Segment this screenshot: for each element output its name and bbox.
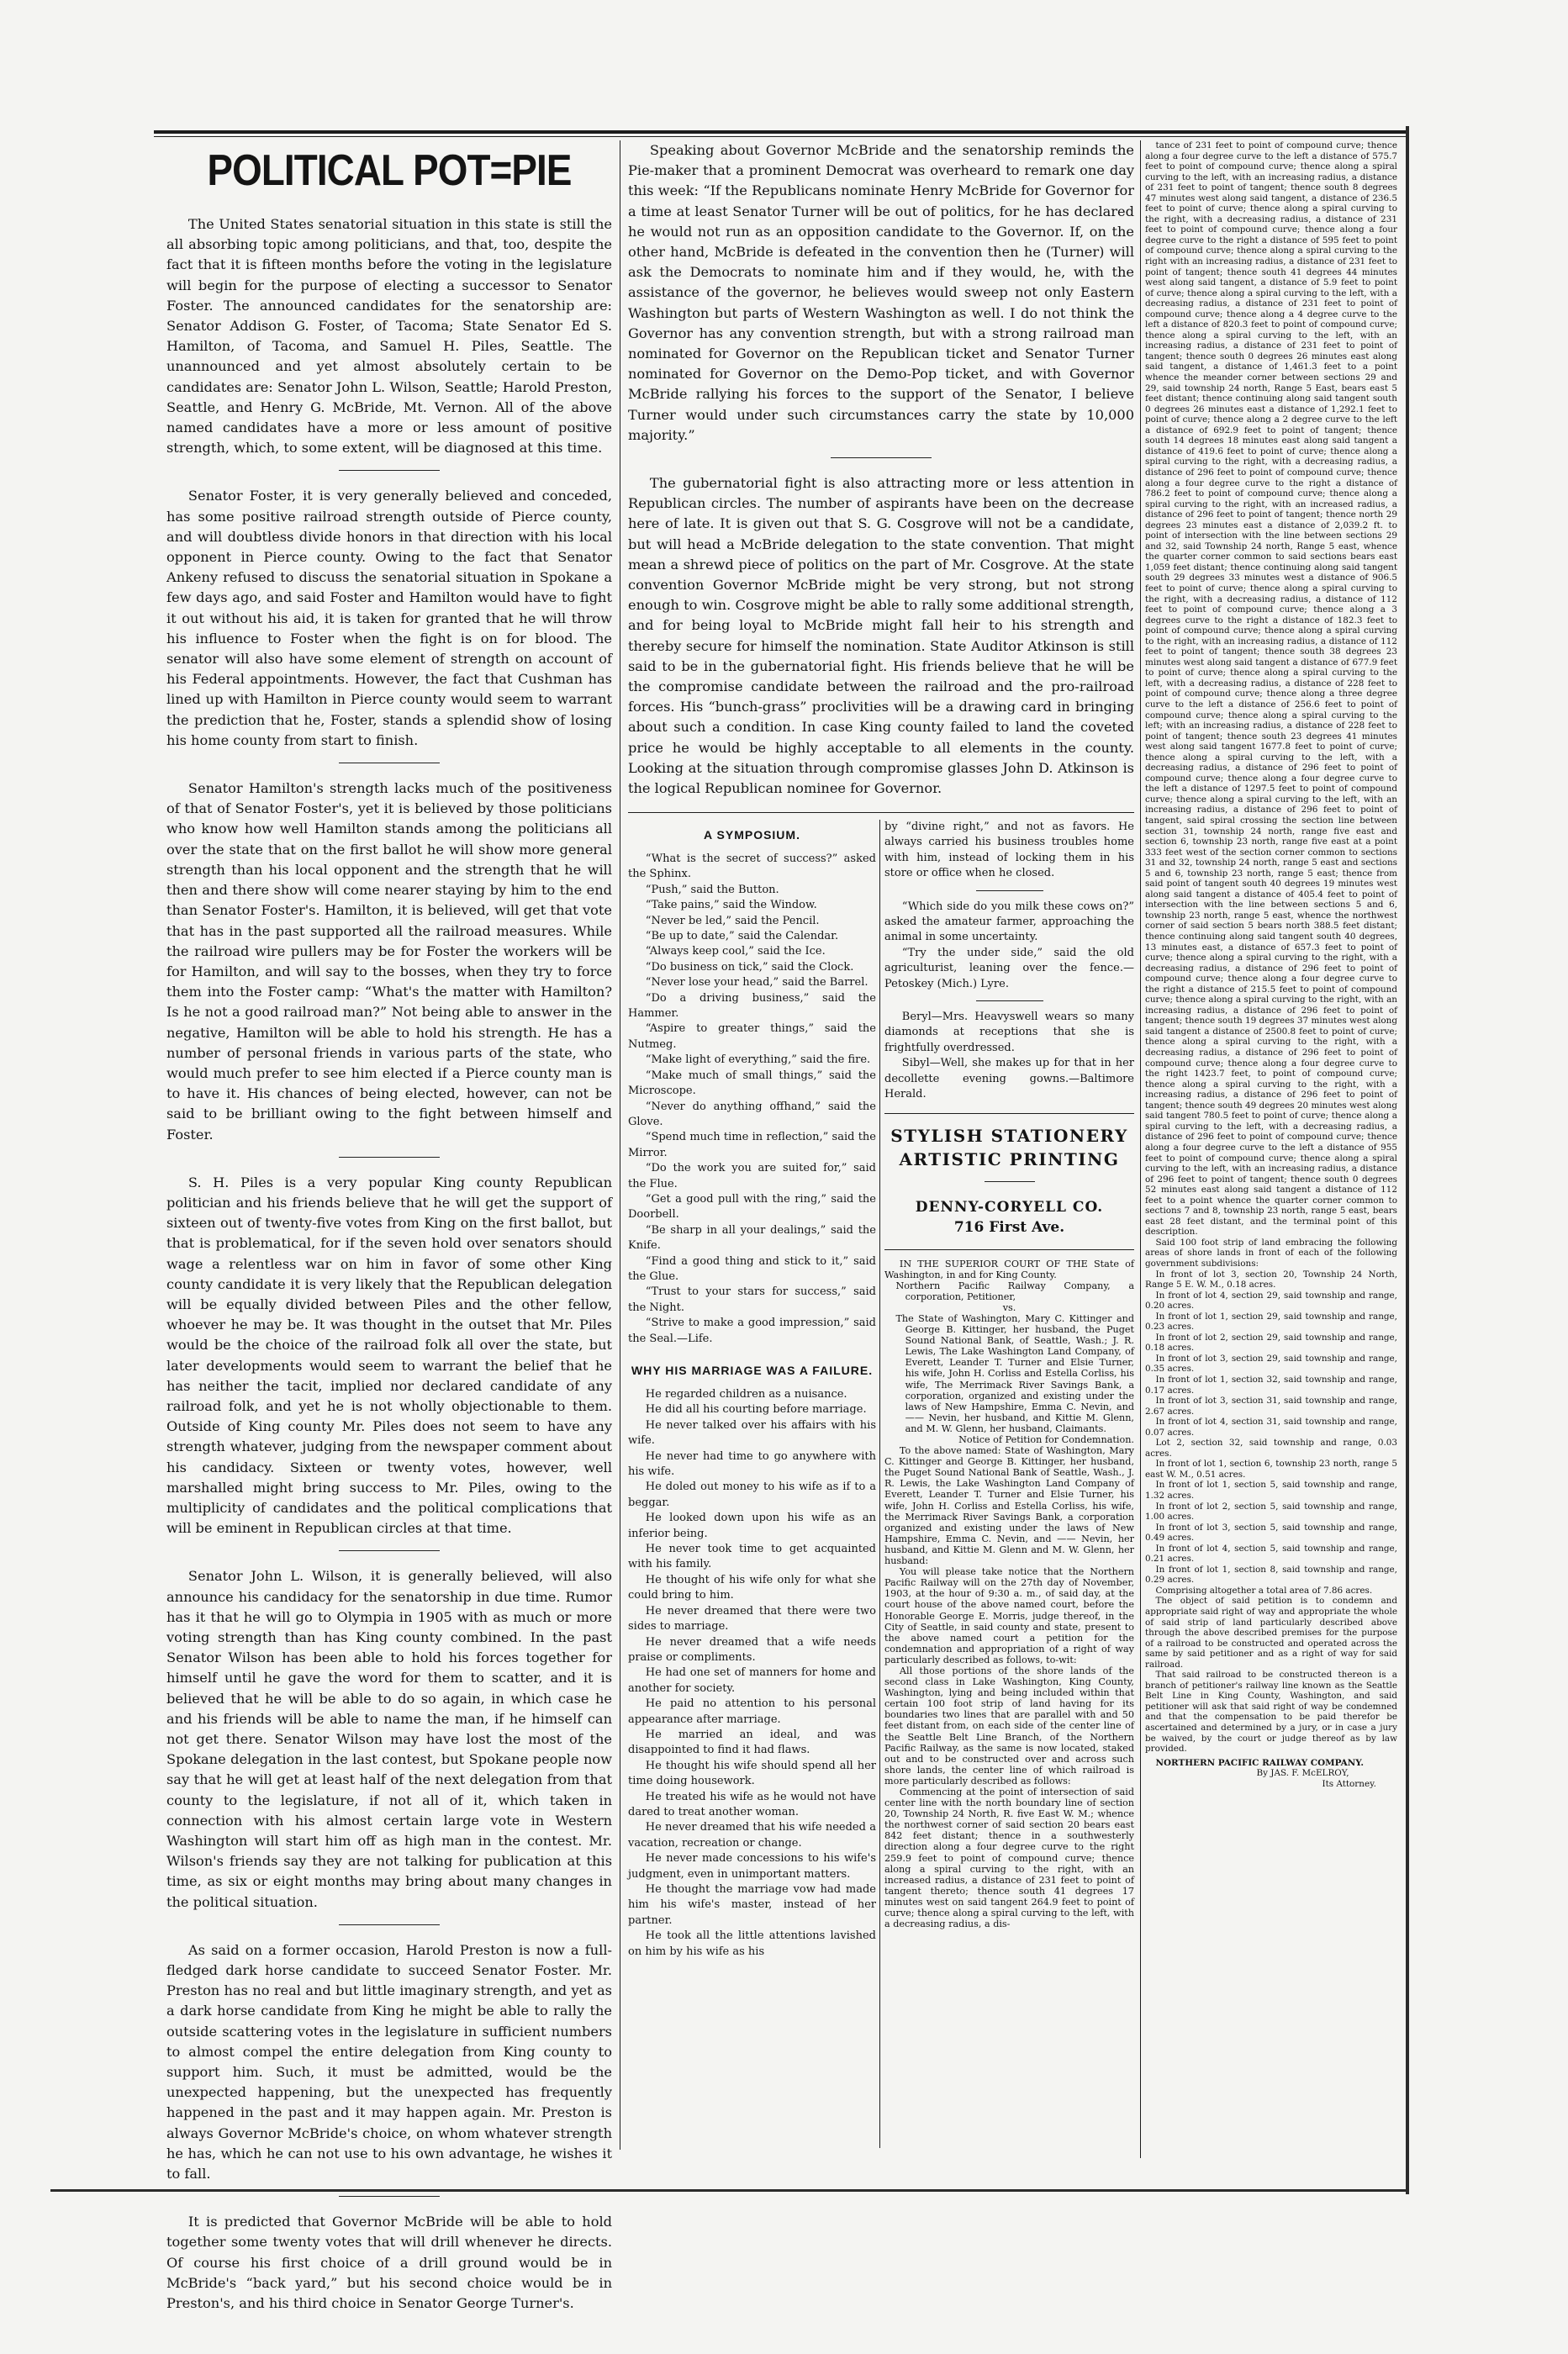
signature-company: NORTHERN PACIFIC RAILWAY COMPANY. [1155, 1757, 1364, 1768]
column-rule [879, 820, 880, 2148]
court-party: The State of Washington, Mary C. Kittinger and George B. Kittinger, her husband, the Puget Sound National Bank, of Seattle, Wash.; J. R. Lewis, The Lake Washington Land Company, of Everett, Leander T. Turner and Elsie Turner, his wife, John H. Corliss and Estella Corliss, his wife, The Merrimack River Savings Bank, a corporation, organized and existing under the laws of New Hampshire, Emma C. Nevin, and —— Nevin, her husband, and Kittie M. Glenn, and M. W. Glenn, her husband, Claimants. [895, 1312, 1134, 1434]
signature-role: Its Attorney. [1322, 1778, 1376, 1789]
paragraph: Senator Foster, it is very generally believed and conceded, has some positive railroad strength outside of Pierce county, and will doubtless divide honors in that direction with his local opponent in Pierce county. Owing to the fact that Senator Ankeny refused to discuss the senatorial situation in Spokane a few days ago, and said Foster and Hamilton would have to fight it out without his aid, it is taken for granted that he will throw his influence to Foster when the fight is on for blood. The senator will also have some element of strength on account of his Federal appointments. However, the fact that Cushman has lined up with Hamilton in Pierce county would seem to warrant the prediction that he, Foster, stands a splendid show of losing his home county from start to finish. [166, 488, 612, 748]
separator [339, 1157, 440, 1158]
marriage-line: He married an ideal, and was disappointed to find it had flaws. [628, 1728, 876, 1757]
paragraph: S. H. Piles is a very popular King county Republican politician and his friends believe that he will get the support of sixteen out of twenty-five votes from King on the first ballot, but that is problematical, for if the seven hold over senators should wage a relentless war on him in favor of some other King county candidate it is very likely that the Republican delegation will be equally divided between Piles and the other fellow, whoever he may be. It was thought in the outset that Mr. Piles would be the choice of the railroad folk all over the state, but later developments would seem to warrant the belief that he has neither the tacit, implied nor declared candidate of any railroad folk, and yet he is not wholly objectionable to them. Outside of King county Mr. Piles does not seem to have any strength whatever, judging from the newspaper comment about his candidacy. Sixteen or twenty votes, however, well marshalled might bring success to Mr. Piles, owing to the multiplicity of candidates and the political complications that will be eminent in Republican circles at that time. [166, 1174, 612, 1537]
legal-paragraph: In front of lot 3, section 31, said township and range, 2.67 acres. [1145, 1396, 1397, 1417]
marriage-heading: WHY HIS MARRIAGE WAS A FAILURE. [631, 1364, 874, 1377]
symposium-line: “Never be led,” said the Pencil. [645, 914, 820, 927]
ad-line-printing: ARTISTIC PRINTING [899, 1148, 1120, 1169]
symposium-line: “Make much of small things,” said the Microscope. [628, 1069, 876, 1098]
legal-paragraph: That said railroad to be constructed thereon is a branch of petitioner's railway line known as the Seattle Belt Line in King County, Washington, and said petitioner will ask that said right of way be condemned and that the compensation to be paid therefor be ascertained and determined by a jury, or in case a jury be waived, by the court or judge thereof as by law provided. [1145, 1670, 1397, 1755]
symposium-line: “Take pains,” said the Window. [645, 899, 817, 912]
paragraph: The United States senatorial situation in this state is still the all absorbing topic among politicians, and that, too, despite the fact that it is fifteen months before the voting in the legislature will begin for the purpose of electing a successor to Senator Foster. The announced candidates for the senatorship are: Senator Addison G. Foster, of Tacoma; State Senator Ed S. Hamilton, of Tacoma, and Samuel H. Piles, Seattle. The unannounced and yet almost absolutely certain to be candidates are: Senator John L. Wilson, Seattle; Harold Preston, Seattle, and Henry G. McBride, Mt. Vernon. All of the above named candidates have a more or less amount of positive strength, which, to some extent, will be diagnosed at this time. [166, 216, 612, 457]
separator [339, 1924, 440, 1925]
separator [976, 890, 1043, 891]
cow-joke-line: “Try the under side,” said the old agriculturist, leaning over the fence.—Petoskey (Mich.) Lyre. [884, 946, 1134, 990]
symposium-line: “What is the secret of success?” asked the Sphinx. [628, 852, 876, 881]
marriage-line: He never dreamed that there were two sides to marriage. [628, 1604, 876, 1634]
page-edge-right [1406, 126, 1409, 2194]
paragraph: As said on a former occasion, Harold Preston is now a full-fledged dark horse candidate to succeed Senator Foster. Mr. Preston has no real and but little imaginary strength, and yet as a dark horse candidate from King he might be able to rally the outside scattering votes in the legislature in sufficient numbers to almost compel the entire delegation from King county to support him. Such, it must be admitted, would be the unexpected happening, but the unexpected has frequently happened in the past and it may happen again. Mr. Preston is always Governor McBride's choice, on whom whatever strength he has, which he can not use to his own advantage, he wishes it to fall. [166, 1941, 612, 2182]
legal-paragraph: Comprising altogether a total area of 7.86 acres. [1155, 1585, 1373, 1596]
top-rule-thin [154, 136, 1407, 137]
column-miscellany [884, 820, 1134, 2148]
legal-paragraph: The object of said petition is to condemn and appropriate said right of way and appropriate the whole of said strip of land particularly described above through the above described premises for the purpose of a railroad to be constructed and operated across the same by said petitioner and as a right of way for said railroad. [1145, 1596, 1397, 1670]
marriage-line: He never dreamed that his wife needed a vacation, recreation or change. [628, 1821, 876, 1850]
legal-paragraph: Said 100 foot strip of land embracing the following areas of shore lands in front of each of the following government subdivisions: [1145, 1237, 1397, 1269]
column-governor-article [628, 140, 1134, 821]
stationery-ad [884, 1124, 1134, 1238]
legal-paragraph: In front of lot 1, section 32, said township and range, 0.17 acres. [1145, 1374, 1397, 1396]
column-political-pot-pie [166, 140, 612, 2312]
ad-company: DENNY-CORYELL CO. [915, 1198, 1104, 1216]
legal-paragraph: tance of 231 feet to point of compound curve; thence along a four degree curve to the left a distance of 575.7 feet to point of compound curve; thence along a spiral curving to the left, with an increasing radius, a distance of 231 feet to point of tangent; thence south 8 degrees 47 minutes west along said tangent, a distance of 236.5 feet to point of curve; thence along a spiral curving to the right, with a decreasing radius, a distance of 231 feet to point of compound curve; thence along a four degree curve to the right a distance of 595 feet to point of compound curve; thence along a spiral curving to the right with an increasing radius, a distance of 231 feet to point of tangent; thence south 41 degrees 44 minutes west along said tangent, a distance of 5.9 feet to point of curve; thence along a spiral curving to the left, with a decreasing radius, a distance of 231 feet to point of compound curve; thence along a 4 degree curve to the left a distance of 820.3 feet to point of compound curve; thence along a spiral curving to the left, with an increasing radius, a distance of 231 feet to point of tangent; thence south 0 degrees 26 minutes east along said tangent, a distance of 1,461.3 feet to a point whence the meander corner between sections 29 and 29, said township 24 north, Range 5 East, bears east 5 feet distant; thence continuing along said tangent south 0 degrees 26 minutes east a distance of 1,292.1 feet to point of curve; thence along a 2 degree curve to the left a distance of 692.9 feet to point of tangent; thence south 14 degrees 18 minutes east along said tangent a distance of 419.6 feet to point of curve; thence along a spiral curving to the right, with a decreasing radius, a distance of 296 feet to point of compound curve; thence along a four degree curve to the right a distance of 786.2 feet to point of compound curve; thence along a spiral curving to the right, with an increased radius, a distance of 296 feet to point of tangent; thence north 29 degrees 23 minutes east a distance of 2,039.2 ft. to point of intersection with the line between sections 29 and 32, said Township 24 north, Range 5 east, whence the quarter corner common to said sections bears east 1,059 feet distant; thence continuing along said tangent south 29 degrees 33 minutes west a distance of 906.5 feet to point of curve; thence along a spiral curving to the right, with a decreasing radius, a distance of 112 feet to point of compound curve; thence along a 3 degrees curve to the right a distance of 182.3 feet to point of compound curve; thence along a spiral curving to the right, with an increasing radius, a distance of 112 feet to point of tangent; thence south 38 degrees 23 minutes west along said tangent a distance of 677.9 feet to point of curve; thence along a spiral curving to the left, with a decreasing radius, a distance of 228 feet to point of compound curve; thence along a three degree curve to the left a distance of 256.6 feet to point of compound curve; thence along a spiral curving to the left; with an increasing radius, a distance of 228 feet to point of tangent; thence south 23 degrees 41 minutes west along said tangent 1677.8 feet to point of curve; thence along a spiral curving to the left, with a decreasing radius, a distance of 296 feet to point of compound curve; thence along a four degree curve to the left a distance of 1297.5 feet to point of compound curve; thence along a spiral curving to the left, with an increasing radius, a distance of 296 feet to point of tangent, said spiral crossing the section line between section 31, township 24 north, range five east and section 6, township 23 north, range five east at a point 333 feet west of the section corner common to sections 31 and 32, township 24 north, range 5 east and sections 5 and 6, township 23 north, range 5 east; thence from said point of tangent south 40 degrees 19 minutes west along said tangent a distance of 405.4 feet to point of intersection with the line between sections 5 and 6, township 23 north, range 5 east, whence the northwest corner of said section 5 bears north 388.5 feet distant; thence continuing along said tangent south 40 degrees, 13 minutes east, a distance of 657.3 feet to point of curve; thence along a spiral curving to the right, with a decreasing radius, a distance of 296 feet to point of compound curve; thence along a four degree curve to the right a distance of 215.5 feet to point of compound curve; thence along a spiral curving to the right, with an increasing radius, a distance of 296 feet to point of tangent; thence south 19 degrees 37 minutes west along said tangent a distance of 2500.8 feet to point of curve; thence along a spiral curving to the right, with a decreasing radius, a distance of 296 feet to point of compound curve; thence along a four degree curve to the right 1423.7 feet, to point of compound curve; thence along a spiral curving to the right, with a increasing radius, a distance of 296 feet to point of tangent; thence south 49 degrees 20 minutes west along said tangent 780.5 feet to point of curve; thence along a spiral curving to the left, with a decreasing radius, a distance of 296 feet to point of compound curve; thence along a four degree curve to the left a distance of 955 feet to point of compound curve; thence along a spiral curving to the left, with an increasing radius, a distance of 296 feet to point of tangent; thence south 0 degrees 52 minutes east along said tangent a distance of 112 feet to a point whence the quarter corner common to sections 7 and 8, township 23 north, range 5 east, bears east 28 feet distant, and the terminal point of this description. [1145, 140, 1397, 1238]
ad-rule [884, 1249, 1134, 1250]
symposium-line: “Spend much time in reflection,” said the Mirror. [628, 1131, 876, 1159]
legal-paragraph: In front of lot 3, section 20, Township 24 North, Range 5 E. W. M., 0.18 acres. [1145, 1269, 1397, 1290]
symposium-line: “Aspire to greater things,” said the Nutmeg. [628, 1022, 876, 1051]
marriage-line: He never talked over his affairs with his wife. [628, 1418, 876, 1448]
separator [339, 2196, 440, 2197]
court-party: Northern Pacific Railway Company, a corporation, Petitioner, [895, 1280, 1134, 1302]
beryl-joke-line: Sibyl—Well, she makes up for that in her decollette evening gowns.—Baltimore Herald. [884, 1057, 1134, 1101]
legal-paragraph: In front of lot 1, section 8, said township and range, 0.29 acres. [1145, 1564, 1397, 1586]
marriage-line: He took all the little attentions lavished on him by his wife as his [628, 1929, 876, 1958]
marriage-line: He paid no attention to his personal appearance after marriage. [628, 1697, 876, 1726]
symposium-line: “Push,” said the Button. [645, 883, 779, 896]
paragraph: Senator Hamilton's strength lacks much of the positiveness of that of Senator Foster's, yet it is believed by those politicians who know how well Hamilton stands among the politicians all over the state that on the first ballot he will show more general strength than his local opponent and the strength that he will then and there show will come nearer staying by him to the end than Senator Foster's. Hamilton, it is believed, will get that vote that has in the past supported all the railroad measures. While the railroad wire pullers may be for Foster the workers will be for Hamilton, and will say to the bosses, when they try to force them into the Foster camp: “What's the matter with Hamilton? Is he not a good railroad man?” Not being able to answer in the negative, Hamilton will be able to hold his strength. He has a number of personal friends in various parts of the state, who would much prefer to see him elected if a Pierce county man is to have it. His chances of being elected, however, can not be said to be brilliant owing to the fight between himself and Foster. [166, 780, 612, 1143]
legal-paragraph: In front of lot 3, section 5, said township and range, 0.49 acres. [1145, 1522, 1397, 1544]
court-body: All those portions of the shore lands of the second class in Lake Washington, King County, Washington, lying and being included within that certain 100 foot strip of land having for its boundaries two lines that are parallel with and 50 feet distant from, on each side of the center line of the Seattle Belt Line Branch, of the Northern Pacific Railway, as the same is now located, staked out and to be constructed over and across such shore lands, the center line of which railroad is more particularly described as follows: [884, 1665, 1134, 1787]
court-notice-heading: IN THE SUPERIOR COURT OF THE State of Washington, in and for King County. [884, 1258, 1134, 1280]
column-rule [1140, 140, 1141, 2158]
marriage-continuation: by “divine right,” and not as favors. He always carried his business troubles home with him, instead of locking them in his store or office when he closed. [884, 821, 1134, 880]
signature-by: By JAS. F. McELROY, [1256, 1768, 1349, 1779]
symposium-line: “Do business on tick,” said the Clock. [645, 960, 854, 974]
marriage-line: He thought the marriage vow had made him his wife's master, instead of her partner. [628, 1883, 876, 1927]
paragraph: Speaking about Governor McBride and the senatorship reminds the Pie-maker that a prominent Democrat was overheard to remark one day this week: “If the Republicans nominate Henry McBride for Governor for a time at least Senator Turner will be out of politics, for he has declared he would not run as an opposition candidate to the Governor. If, on the other hand, McBride is defeated in the convention then he (Turner) will ask the Democrats to nominate him and if they would, he, with the assistance of the governor, he believes would sweep not only Eastern Washington but parts of Western Washington as well. I do not think the Governor has any convention strength, but with a strong railroad man nominated for Governor on the Republican ticket and Senator Turner nominated for Governor on the Demo-Pop ticket, and with Governor McBride rallying his forces to the support of the Senator, I believe Turner would under such circumstances carry the state by 10,000 majority.” [628, 142, 1134, 443]
marriage-line: He never dreamed that a wife needs praise or compliments. [628, 1635, 876, 1664]
column-symposium [628, 820, 876, 2148]
cow-joke-line: “Which side do you milk these cows on?” asked the amateur farmer, approaching the animal in some uncertainty. [884, 900, 1134, 944]
legal-paragraph: Lot 2, section 32, said township and range, 0.03 acres. [1145, 1438, 1397, 1459]
separator [831, 457, 932, 458]
separator [339, 470, 440, 471]
symposium-line: “Never do anything offhand,” said the Glove. [628, 1100, 876, 1128]
symposium-line: “Do a driving business,” said the Hammer. [628, 991, 876, 1021]
legal-paragraph: In front of lot 4, section 29, said township and range, 0.20 acres. [1145, 1290, 1397, 1312]
ad-rule [884, 1113, 1134, 1114]
separator [339, 1550, 440, 1551]
marriage-line: He never had time to go anywhere with his wife. [628, 1449, 876, 1479]
page-edge-bottom [50, 2189, 1409, 2192]
symposium-line: “Strive to make a good impression,” said the Seal.—Life. [628, 1317, 876, 1345]
court-body: You will please take notice that the Northern Pacific Railway will on the 27th day of November, 1903, at the hour of 9:30 a. m., of said day, at the court house of the above named court, before the Honorable George E. Morris, judge thereof, in the City of Seattle, in said county and state, present to the above named court a petition for the condemnation and appropriation of a right of way particularly described as follows, to-wit: [884, 1566, 1134, 1665]
marriage-line: He treated his wife as he would not have dared to treat another woman. [628, 1790, 876, 1818]
marriage-line: He thought his wife should spend all her time doing housework. [628, 1759, 876, 1788]
symposium-line: “Always keep cool,” said the Ice. [645, 945, 826, 958]
court-body: To the above named: State of Washington, Mary C. Kittinger and George B. Kittinger, her husband, the Puget Sound National Bank of Seattle, Wash., J. R. Lewis, the Lake Washington Land Company of Everett, Leander T. Turner and Elsie Turner, his wife, John H. Corliss and Estella Corliss, his wife, the Merrimack River Savings Bank, a corporation organized and existing under the laws of New Hampshire, Emma C. Nevin, and —— Nevin, her husband, and Kittie M. Glenn and M. W. Glenn, her husband: [884, 1445, 1134, 1567]
marriage-line: He doled out money to his wife as if to a beggar. [628, 1480, 876, 1509]
court-party: vs. [1002, 1301, 1016, 1313]
symposium-line: “Be up to date,” said the Calendar. [645, 930, 839, 943]
symposium-line: “Be sharp in all your dealings,” said the Knife. [628, 1223, 876, 1253]
legal-paragraph: In front of lot 1, section 29, said township and range, 0.23 acres. [1145, 1311, 1397, 1333]
symposium-line: “Trust to your stars for success,” said the Night. [628, 1285, 876, 1314]
ad-address: 716 First Ave. [953, 1218, 1065, 1236]
paragraph: The gubernatorial fight is also attracting more or less attention in Republican circles. The number of aspirants have been on the decrease here of late. It is given out that S. G. Cosgrove will not be a candidate, but will head a McBride delegation to the state convention. That might mean a shrewd piece of politics on the part of Mr. Cosgrove. At the state convention Governor McBride might be very strong, but not strong enough to win. Cosgrove might be able to rally some additional strength, and for being loyal to McBride might fall heir to his strength and thereby secure for himself the nomination. State Auditor Atkinson is still said to be in the gubernatorial fight. His friends believe that he will be the compromise candidate between the railroad and the pro-railroad forces. His “bunch-grass” proclivities will be a drawing card in bringing about such a condition. In case King county failed to land the coveted price he would be highly acceptable to all elements in the county. Looking at the situation through compromise glasses John D. Atkinson is the logical Republican nominee for Governor. [628, 475, 1134, 797]
symposium-line: “Never lose your head,” said the Barrel. [645, 976, 868, 990]
symposium-line: “Make light of everything,” said the fire. [645, 1053, 871, 1067]
beryl-joke-line: Beryl—Mrs. Heavyswell wears so many diamonds at receptions that she is frightfully overdressed. [884, 1011, 1134, 1054]
ad-divider [985, 1181, 1035, 1182]
legal-paragraph: In front of lot 4, section 31, said township and range, 0.07 acres. [1145, 1417, 1397, 1438]
paragraph: Senator John L. Wilson, it is generally believed, will also announce his candidacy for the senatorship in due time. Rumor has it that he will go to Olympia in 1905 with as much or more voting strength than has King county combined. In the past Senator Wilson has been able to hold his forces together for himself until he gave the word for them to scatter, and it is believed that he will be able to do so again, in which case he and his friends will be able to name the man, if he himself can not get there. Senator Wilson may have lost the most of the Spokane delegation in the last contest, but Spokane people now say that he will get at least half of the next delegation from that county to the legislature, if not all of it, which taken in connection with his almost certain large vote in Western Washington will start him off as high man in the contest. Mr. Wilson's friends say they are not talking for publication at this time, as six or eight months may bring about many changes in the political situation. [166, 1568, 612, 1910]
marriage-line: He never made concessions to his wife's judgment, even in unimportant matters. [628, 1852, 876, 1881]
court-body: Commencing at the point of intersection of said center line with the north boundary line of section 20, Township 24 North, R. five East W. M.; whence the northwest corner of said section 20 bears east 842 feet distant; thence in a southwesterly direction along a four degree curve to the right 259.9 feet to point of compound curve; thence along a spiral curving to the right, with an increased radius, a distance of 231 feet to point of tangent thereto; thence south 41 degrees 17 minutes west on said tangent 264.9 feet to point of curve; thence along a spiral curving to the left, with a decreasing radius, a dis- [884, 1787, 1134, 1930]
top-rule [154, 130, 1407, 134]
court-notice-label: Notice of Petition for Condemnation. [958, 1434, 1134, 1445]
article-title: POLITICAL POT=PIE [207, 146, 572, 195]
legal-paragraph: In front of lot 1, section 6, township 23 north, range 5 east W. M., 0.51 acres. [1145, 1459, 1397, 1480]
marriage-line: He did all his courting before marriage. [645, 1403, 867, 1417]
column-legal-description [1145, 140, 1397, 2162]
marriage-line: He had one set of manners for home and another for society. [628, 1666, 876, 1695]
legal-paragraph: In front of lot 1, section 5, said township and range, 1.32 acres. [1145, 1480, 1397, 1501]
marriage-line: He looked down upon his wife as an inferior being. [628, 1512, 876, 1540]
separator [976, 1000, 1043, 1001]
paragraph: It is predicted that Governor McBride will be able to hold together some twenty votes that will drill whenever he directs. Of course his first choice of a drill ground would be in McBride's “back yard,” but his second choice would be in Preston's, and his third choice in Senator George Turner's. [166, 2214, 612, 2312]
symposium-line: “Find a good thing and stick to it,” said the Glue. [628, 1254, 876, 1283]
symposium-line: “Get a good pull with the ring,” said the Doorbell. [628, 1192, 876, 1222]
ad-line-stationery: STYLISH STATIONERY [890, 1125, 1128, 1146]
marriage-line: He regarded children as a nuisance. [645, 1388, 847, 1401]
legal-paragraph: In front of lot 4, section 5, said township and range, 0.21 acres. [1145, 1543, 1397, 1565]
symposium-heading: A SYMPOSIUM. [704, 828, 800, 842]
legal-paragraph: In front of lot 3, section 29, said township and range, 0.35 acres. [1145, 1353, 1397, 1375]
symposium-line: “Do the work you are suited for,” said the Flue. [628, 1162, 876, 1190]
marriage-line: He thought of his wife only for what she could bring to him. [628, 1573, 876, 1602]
legal-paragraph: In front of lot 2, section 5, said township and range, 1.00 acres. [1145, 1501, 1397, 1523]
legal-paragraph: In front of lot 2, section 29, said township and range, 0.18 acres. [1145, 1332, 1397, 1354]
marriage-line: He never took time to get acquainted with his family. [628, 1543, 876, 1571]
